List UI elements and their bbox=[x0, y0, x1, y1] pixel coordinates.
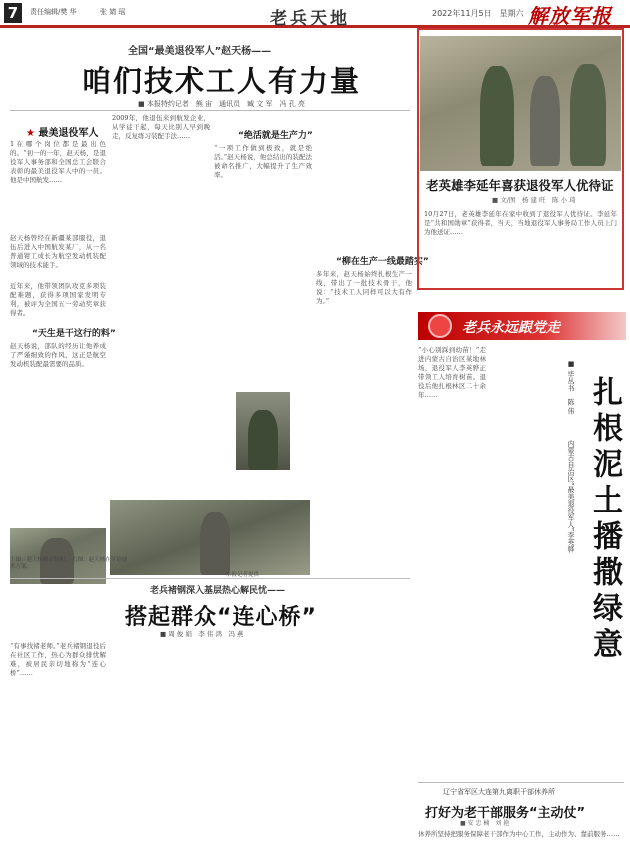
banner-title: 老兵永远跟党走 bbox=[462, 320, 560, 336]
lead-col4-paragraph: 多年来，赵天杨始终扎根生产一线，带出了一批技术骨干，他说：“技术工人同样可以大有作为。” bbox=[316, 270, 412, 305]
page-header bbox=[0, 0, 630, 28]
second-article-col3 bbox=[214, 642, 310, 858]
third-article-headline: 打好为老干部服务“主动仗” bbox=[425, 806, 586, 821]
photo-precision-assembly bbox=[10, 528, 106, 584]
feature-box-headline: 老英雄李延年喜获退役军人优待证 bbox=[426, 178, 614, 193]
lead-col1-paragraph-1: 1 在 哪 个 岗 位 都 是 最 出 色 的。“初一的一年，赵天杨，是退役军人事务部和全国总工会联合表彰的最美退役军人中的一员。他是中国航发…… bbox=[10, 140, 106, 184]
subhead-best-veteran: ★ 最美退役军人 bbox=[26, 128, 99, 139]
photo-workshop bbox=[110, 500, 310, 575]
second-article-headline: 搭起群众“连心桥” bbox=[125, 605, 317, 630]
second-article-col1: “有事找褚老师。”老兵褚钢退役后在社区工作，热心为群众排忧解难，被居民亲切地称为“连心桥”…… bbox=[10, 642, 106, 677]
second-article-kicker: 老兵褚钢深入基层热心解民忧—— bbox=[150, 586, 286, 596]
photo-figure bbox=[480, 66, 514, 166]
editor-credit: 责任编辑/樊 华 bbox=[30, 8, 77, 16]
third-article-text: 休养所坚持把服务保障老干部作为中心工作，主动作为、靠前服务…… bbox=[418, 830, 620, 838]
third-article-kicker: 辽宁省军区大连第九离职干部休养所 bbox=[443, 788, 555, 796]
vertical-feature-continued bbox=[418, 576, 624, 776]
vertical-feature-byline: ■ 毕丛书 陈 伟 bbox=[567, 360, 575, 415]
vertical-feature-col2 bbox=[490, 346, 558, 568]
feature-box-text: 10月27日，老英雄李延年在家中收到了退役军人优待证。李延年是“共和国勋章”获得者，当天，当地退役军人事务局工作人员上门为他送证…… bbox=[424, 210, 617, 236]
vertical-feature-col1: “小心别踩到幼苗！”走进内蒙古自治区某地林场，退役军人李英骅正带领工人培育树苗。退役后他扎根林区二十余年…… bbox=[418, 346, 486, 399]
issue-date: 2022年11月5日 星期六 bbox=[432, 9, 524, 18]
lead-article-kicker: 全国“最美退役军人”赵天杨—— bbox=[128, 46, 272, 57]
subhead-born-for-this: “天生是干这行的料” bbox=[32, 329, 116, 339]
page-number: 7 bbox=[4, 3, 22, 23]
second-article-col4 bbox=[316, 560, 412, 858]
second-article-byline: ■ 周 俊 娟 李 伟 鸿 冯 燕 bbox=[160, 630, 244, 638]
vertical-feature-title-2: 播撒绿意 bbox=[587, 520, 622, 664]
lead-col1-paragraph-2: 赵天杨曾经在新疆某部服役，退伍后进入中国航发某厂，从一名普通钳工成长为航空发动机装配领域的技术能手。 bbox=[10, 234, 106, 269]
subhead-frontline: “柳在生产一线最踏实” bbox=[336, 257, 429, 267]
photo-portrait bbox=[236, 392, 290, 470]
lead-col1-paragraph-3: 近年来，他带领团队攻克多项装配难题，获得多项国家发明专利，被评为全国五一劳动奖章获得者。 bbox=[10, 282, 106, 317]
newspaper-masthead-logo: 解放军报 bbox=[528, 4, 612, 28]
photo-credit: 本报记者提供 bbox=[226, 572, 260, 578]
designer-credit: 张 婧 瑶 bbox=[100, 8, 126, 16]
section-title: 老兵天地 bbox=[270, 9, 350, 29]
photo-figure bbox=[570, 64, 606, 166]
lead-article-byline: ■ 本报特约记者 熊 宙 通讯员 臧 文 军 冯 孔 亮 bbox=[138, 100, 305, 108]
divider bbox=[418, 782, 624, 783]
feature-box-byline: ■ 文/图 杨 建 旺 陈 小 琦 bbox=[492, 196, 576, 204]
second-article-col2 bbox=[112, 642, 208, 858]
vertical-feature-subtitle: 内蒙古自治区“最美退役军人”李英骅 bbox=[567, 440, 575, 553]
party-emblem-icon bbox=[428, 314, 452, 338]
lead-col2-paragraph: 2009年，他退伍来到航发企业，从学徒干起，每天比别人早到晚走，反复练习装配手法…… bbox=[112, 114, 210, 140]
photo-veteran-li-yannian bbox=[420, 36, 621, 171]
photo-caption: 上图：赵天杨精益装配。 右图：赵天杨在讨论技术方案。 bbox=[10, 557, 128, 570]
lead-col1-paragraph-4: 赵天杨说，部队的经历让他养成了严谨细致的作风，这正是航空发动机装配最需要的品质。 bbox=[10, 342, 106, 368]
third-article-byline: ■ 安 忠 楠 刘 艳 bbox=[460, 820, 510, 827]
vertical-feature-title-1: 扎根泥土 bbox=[587, 376, 622, 520]
lead-col3-paragraph: “一项工作做到极致，就是绝活。”赵天杨说，他总结出的装配法被命名推广，大幅提升了生产效率。 bbox=[214, 144, 312, 179]
divider bbox=[10, 110, 410, 111]
photo-figure bbox=[200, 512, 230, 575]
lead-col4-paragraph-a bbox=[316, 114, 412, 248]
subhead-skill-is-productivity: “绝活就是生产力” bbox=[238, 131, 313, 141]
star-icon: ★ bbox=[26, 128, 35, 139]
lead-article-headline: 咱们技术工人有力量 bbox=[82, 64, 362, 98]
photo-figure bbox=[530, 76, 560, 166]
photo-figure bbox=[248, 410, 278, 470]
